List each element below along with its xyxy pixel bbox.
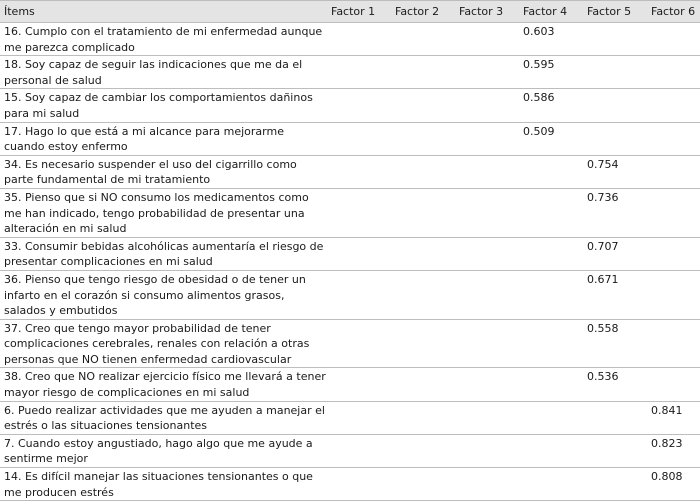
header-row xyxy=(0,1,700,23)
factor-5-cell xyxy=(583,122,647,155)
factor-6-cell xyxy=(647,368,700,401)
table-row xyxy=(0,270,700,319)
factor-3-cell xyxy=(455,56,519,89)
table-header xyxy=(0,1,700,23)
item-cell: 38. Creo que NO realizar ejercicio físico me llevará a tener mayor riesgo de complicaciones en mi salud xyxy=(0,368,327,401)
table-row xyxy=(0,319,700,368)
factor-1-cell xyxy=(327,319,391,368)
item-cell: 37. Creo que tengo mayor probabilidad de tener complicaciones cerebrales, renales con relación a otras personas que NO tienen enfermedad cardiovascular xyxy=(0,319,327,368)
factor-5-cell: 0.558 xyxy=(583,319,647,368)
factor-6-cell xyxy=(647,23,700,56)
factor-5-cell xyxy=(583,434,647,467)
item-cell: 35. Pienso que si NO consumo los medicamentos como me han indicado, tengo probabilidad de presentar una alteración en mi salud xyxy=(0,188,327,237)
factor-2-cell xyxy=(391,56,455,89)
factor-2-cell xyxy=(391,188,455,237)
factor-3-cell xyxy=(455,188,519,237)
factor-4-cell: 0.586 xyxy=(519,89,583,122)
table-row xyxy=(0,56,700,89)
factor-4-cell xyxy=(519,155,583,188)
table-row xyxy=(0,237,700,270)
item-cell: 15. Soy capaz de cambiar los comportamientos dañinos para mi salud xyxy=(0,89,327,122)
factor-2-cell xyxy=(391,23,455,56)
item-cell: 14. Es difícil manejar las situaciones tensionantes o que me producen estrés xyxy=(0,468,327,501)
factor-6-cell xyxy=(647,237,700,270)
item-cell: 18. Soy capaz de seguir las indicaciones que me da el personal de salud xyxy=(0,56,327,89)
factor-6-cell: 0.841 xyxy=(647,401,700,434)
factor-6-cell xyxy=(647,188,700,237)
header-factor-3: Factor 3 xyxy=(455,1,519,23)
table-row xyxy=(0,89,700,122)
header-items: Ítems xyxy=(0,1,327,23)
header-factor-6: Factor 6 xyxy=(647,1,700,23)
table-row xyxy=(0,468,700,501)
factor-4-cell xyxy=(519,368,583,401)
factor-4-cell xyxy=(519,188,583,237)
factor-1-cell xyxy=(327,468,391,501)
factor-1-cell xyxy=(327,434,391,467)
factor-2-cell xyxy=(391,468,455,501)
factor-1-cell xyxy=(327,270,391,319)
factor-4-cell xyxy=(519,237,583,270)
factor-3-cell xyxy=(455,368,519,401)
factor-3-cell xyxy=(455,155,519,188)
factor-1-cell xyxy=(327,23,391,56)
factor-3-cell xyxy=(455,401,519,434)
header-factor-1: Factor 1 xyxy=(327,1,391,23)
factor-2-cell xyxy=(391,89,455,122)
factor-5-cell: 0.754 xyxy=(583,155,647,188)
factor-2-cell xyxy=(391,319,455,368)
factor-3-cell xyxy=(455,89,519,122)
factor-3-cell xyxy=(455,23,519,56)
factor-6-cell xyxy=(647,56,700,89)
factor-4-cell xyxy=(519,468,583,501)
factor-4-cell: 0.509 xyxy=(519,122,583,155)
factor-1-cell xyxy=(327,155,391,188)
header-factor-5: Factor 5 xyxy=(583,1,647,23)
item-cell: 7. Cuando estoy angustiado, hago algo que me ayude a sentirme mejor xyxy=(0,434,327,467)
table-body xyxy=(0,23,700,501)
table-row xyxy=(0,401,700,434)
factor-6-cell xyxy=(647,155,700,188)
factor-1-cell xyxy=(327,237,391,270)
factor-5-cell xyxy=(583,56,647,89)
factor-1-cell xyxy=(327,401,391,434)
factor-3-cell xyxy=(455,270,519,319)
factor-5-cell xyxy=(583,401,647,434)
factor-5-cell: 0.671 xyxy=(583,270,647,319)
factor-1-cell xyxy=(327,368,391,401)
factor-6-cell: 0.823 xyxy=(647,434,700,467)
factor-2-cell xyxy=(391,237,455,270)
factor-4-cell xyxy=(519,401,583,434)
item-cell: 36. Pienso que tengo riesgo de obesidad o de tener un infarto en el corazón si consumo alimentos grasos, salados y embutidos xyxy=(0,270,327,319)
item-cell: 17. Hago lo que está a mi alcance para mejorarme cuando estoy enfermo xyxy=(0,122,327,155)
table-row xyxy=(0,188,700,237)
factor-2-cell xyxy=(391,368,455,401)
item-cell: 34. Es necesario suspender el uso del cigarrillo como parte fundamental de mi tratamiento xyxy=(0,155,327,188)
factor-2-cell xyxy=(391,155,455,188)
factor-5-cell xyxy=(583,468,647,501)
item-cell: 16. Cumplo con el tratamiento de mi enfermedad aunque me parezca complicado xyxy=(0,23,327,56)
header-factor-2: Factor 2 xyxy=(391,1,455,23)
factor-4-cell: 0.603 xyxy=(519,23,583,56)
factor-2-cell xyxy=(391,270,455,319)
factor-3-cell xyxy=(455,237,519,270)
factor-5-cell: 0.736 xyxy=(583,188,647,237)
factor-2-cell xyxy=(391,122,455,155)
item-cell: 6. Puedo realizar actividades que me ayuden a manejar el estrés o las situaciones tensionantes xyxy=(0,401,327,434)
factor-5-cell: 0.707 xyxy=(583,237,647,270)
factor-3-cell xyxy=(455,434,519,467)
factor-6-cell xyxy=(647,270,700,319)
factor-1-cell xyxy=(327,56,391,89)
factor-3-cell xyxy=(455,468,519,501)
factor-4-cell xyxy=(519,434,583,467)
table-row xyxy=(0,434,700,467)
factor-5-cell: 0.536 xyxy=(583,368,647,401)
factor-3-cell xyxy=(455,122,519,155)
table-row xyxy=(0,155,700,188)
factor-6-cell xyxy=(647,319,700,368)
factor-6-cell xyxy=(647,122,700,155)
factor-4-cell xyxy=(519,270,583,319)
factor-3-cell xyxy=(455,319,519,368)
factor-6-cell: 0.808 xyxy=(647,468,700,501)
table-row xyxy=(0,368,700,401)
table-row xyxy=(0,23,700,56)
factor-4-cell xyxy=(519,319,583,368)
header-factor-4: Factor 4 xyxy=(519,1,583,23)
factor-1-cell xyxy=(327,188,391,237)
table-row xyxy=(0,122,700,155)
factor-2-cell xyxy=(391,401,455,434)
factor-6-cell xyxy=(647,89,700,122)
factor-1-cell xyxy=(327,122,391,155)
factor-4-cell: 0.595 xyxy=(519,56,583,89)
factor-1-cell xyxy=(327,89,391,122)
factor-2-cell xyxy=(391,434,455,467)
item-cell: 33. Consumir bebidas alcohólicas aumentaría el riesgo de presentar complicaciones en mi salud xyxy=(0,237,327,270)
factor-5-cell xyxy=(583,89,647,122)
factor-5-cell xyxy=(583,23,647,56)
